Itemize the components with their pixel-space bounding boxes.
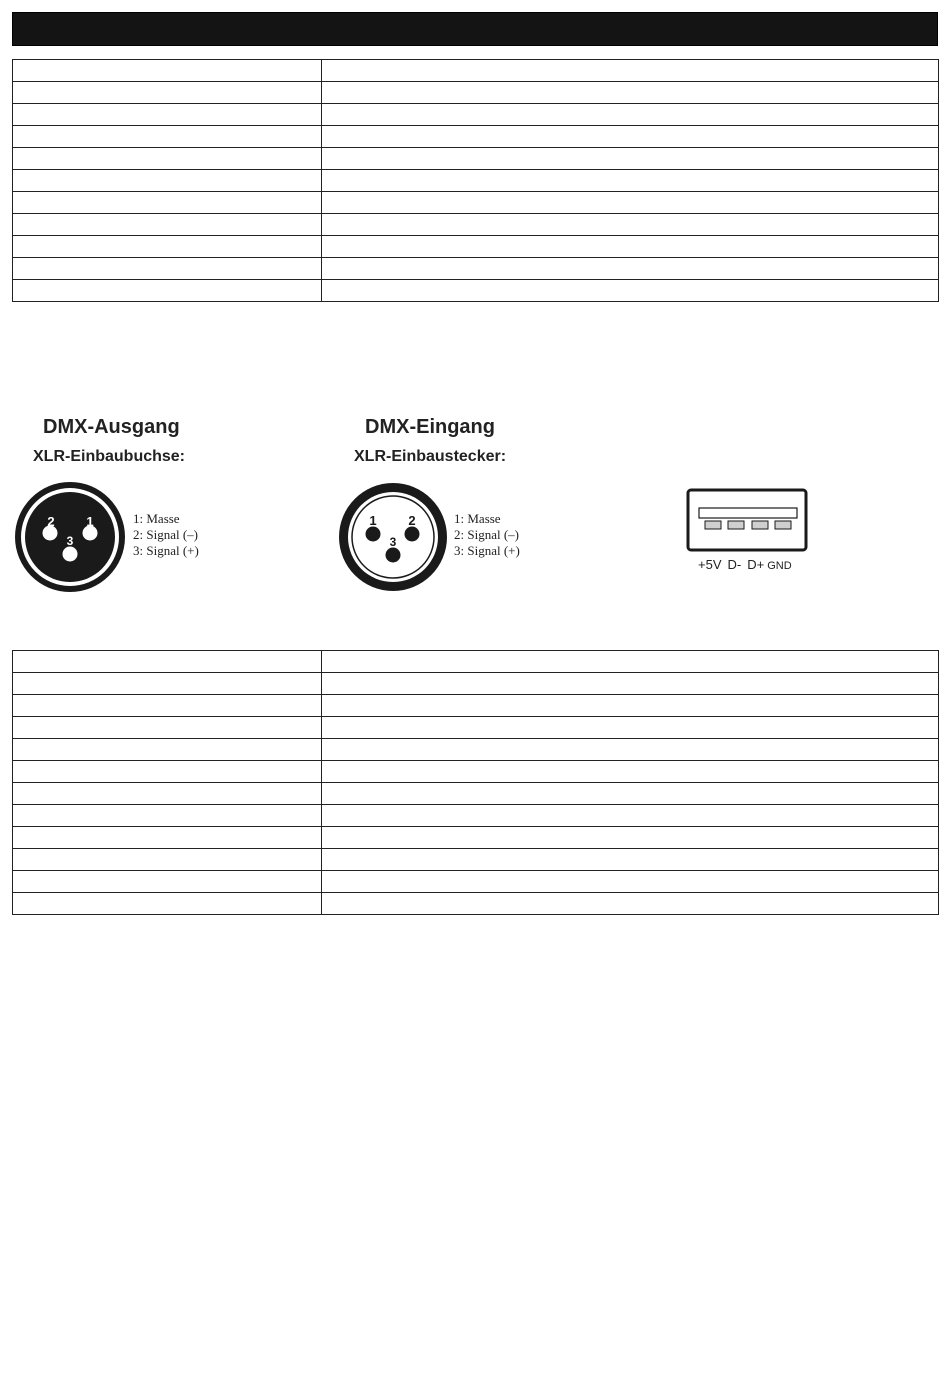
table-cell — [322, 695, 939, 717]
usb-label-dminus: D- — [727, 557, 742, 572]
table-row — [13, 849, 939, 871]
table-cell — [13, 280, 322, 302]
table-cell — [322, 783, 939, 805]
table-cell — [13, 893, 322, 915]
table-row — [13, 148, 939, 170]
dmx-output-title: DMX-Ausgang — [43, 416, 180, 438]
table-cell — [322, 126, 939, 148]
pin-description: 2: Signal (–) — [454, 527, 519, 542]
usb-label-gnd: GND — [767, 560, 792, 572]
pin-3-label: 3 — [66, 534, 74, 548]
table-cell — [322, 871, 939, 893]
table-cell — [322, 258, 939, 280]
usb-label-5v: +5V — [698, 557, 722, 572]
pin-2-pin — [405, 527, 420, 542]
table-cell — [13, 871, 322, 893]
dmx-output-pin-list — [133, 511, 199, 559]
pin-3-label: 3 — [389, 535, 397, 549]
dmx-input-subtitle: XLR-Einbaustecker: — [354, 448, 507, 465]
table-cell — [322, 148, 939, 170]
usb-contact-dplus — [752, 521, 768, 529]
table-cell — [13, 783, 322, 805]
dmx-input-title: DMX-Eingang — [365, 416, 495, 438]
pin-1-pin — [366, 527, 381, 542]
table-cell — [13, 849, 322, 871]
table-cell — [13, 148, 322, 170]
pin-2-label: 2 — [47, 514, 55, 529]
usb-pin-labels — [698, 557, 792, 572]
table-row — [13, 695, 939, 717]
table-cell — [322, 761, 939, 783]
table-row — [13, 104, 939, 126]
table-cell — [13, 214, 322, 236]
table-cell — [322, 739, 939, 761]
table-row — [13, 82, 939, 104]
xlr-female-socket-icon — [12, 479, 128, 595]
table-row — [13, 60, 939, 82]
pin-description: 1: Masse — [454, 511, 501, 526]
table-cell — [13, 717, 322, 739]
table-cell — [322, 82, 939, 104]
pin-3-hole — [63, 547, 78, 562]
pin-1-label: 1 — [86, 514, 94, 529]
table-cell — [13, 827, 322, 849]
table-cell — [13, 651, 322, 673]
pin-description: 3: Signal (+) — [133, 543, 199, 558]
table-cell — [13, 673, 322, 695]
table-cell — [322, 280, 939, 302]
table-cell — [13, 805, 322, 827]
pin-1-label: 1 — [369, 513, 377, 528]
dmx-output-subtitle: XLR-Einbaubuchse: — [33, 448, 186, 465]
usb-contact-vcc — [705, 521, 721, 529]
table-row — [13, 783, 939, 805]
usb-label-dplus: D+ — [747, 557, 765, 572]
xlr-male-plug-icon — [336, 480, 450, 594]
spec-table-bottom — [12, 650, 939, 915]
table-cell — [13, 82, 322, 104]
table-row — [13, 280, 939, 302]
table-cell — [322, 717, 939, 739]
pin-2-label: 2 — [408, 513, 416, 528]
table-cell — [322, 170, 939, 192]
table-row — [13, 126, 939, 148]
dmx-input-pin-list — [454, 511, 520, 559]
usb-contact-gnd — [775, 521, 791, 529]
table-cell — [322, 849, 939, 871]
table-cell — [13, 170, 322, 192]
spec-table-top — [12, 59, 939, 302]
table-row — [13, 170, 939, 192]
table-row — [13, 673, 939, 695]
table-cell — [322, 893, 939, 915]
table-cell — [13, 104, 322, 126]
table-cell — [322, 673, 939, 695]
table-row — [13, 827, 939, 849]
table-row — [13, 805, 939, 827]
table-row — [13, 761, 939, 783]
usb-contact-dminus — [728, 521, 744, 529]
pin-description: 3: Signal (+) — [454, 543, 520, 558]
table-row — [13, 893, 939, 915]
table-row — [13, 871, 939, 893]
table-cell — [322, 805, 939, 827]
table-row — [13, 236, 939, 258]
table-cell — [13, 258, 322, 280]
table-row — [13, 739, 939, 761]
usb-port-icon — [686, 488, 810, 554]
table-cell — [13, 695, 322, 717]
table-cell — [322, 104, 939, 126]
pin-3-pin — [386, 548, 401, 563]
table-row — [13, 717, 939, 739]
table-cell — [13, 126, 322, 148]
table-row — [13, 258, 939, 280]
table-cell — [13, 60, 322, 82]
usb-port-housing — [688, 490, 806, 550]
table-row — [13, 214, 939, 236]
table-cell — [13, 739, 322, 761]
table-cell — [322, 192, 939, 214]
table-cell — [13, 192, 322, 214]
pin-description: 2: Signal (–) — [133, 527, 198, 542]
table-row — [13, 651, 939, 673]
table-cell — [322, 827, 939, 849]
table-cell — [13, 236, 322, 258]
pin-description: 1: Masse — [133, 511, 180, 526]
header-bar — [12, 12, 938, 46]
table-cell — [322, 60, 939, 82]
usb-port-tongue — [699, 508, 797, 518]
table-row — [13, 192, 939, 214]
table-cell — [322, 214, 939, 236]
table-cell — [322, 236, 939, 258]
table-cell — [322, 651, 939, 673]
table-cell — [13, 761, 322, 783]
